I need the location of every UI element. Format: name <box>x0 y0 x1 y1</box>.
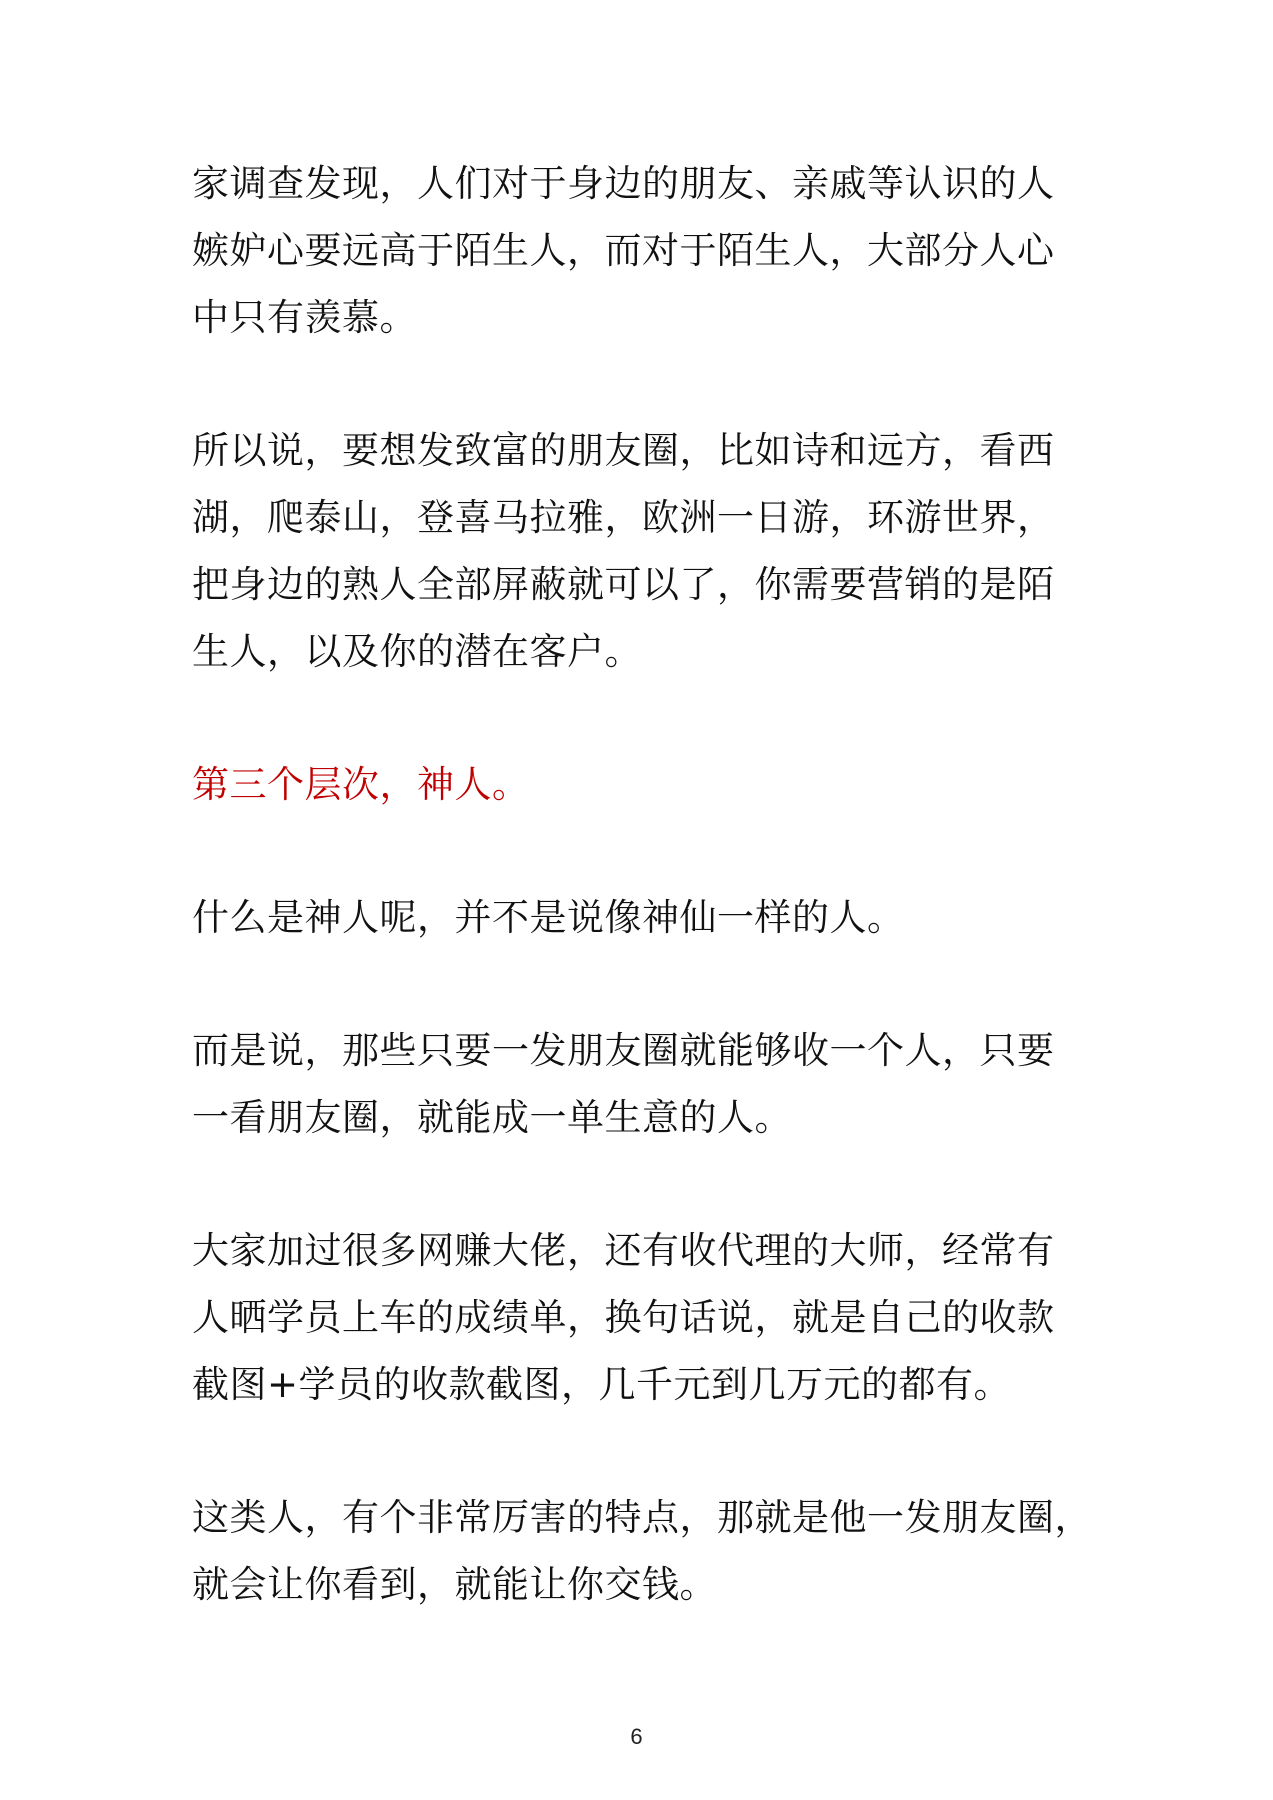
paragraph-gap <box>192 1151 1092 1217</box>
paragraph-line: 一看朋友圈，就能成一单生意的人。 <box>192 1096 792 1139</box>
section-heading <box>192 751 1092 818</box>
paragraph-line: 嫉妒心要远高于陌生人，而对于陌生人，大部分人心 <box>192 229 1055 272</box>
page-content <box>192 150 1092 1618</box>
paragraph-line: 大家加过很多网赚大佬，还有收代理的大师，经常有 <box>192 1229 1055 1272</box>
paragraph-line: 人晒学员上车的成绩单，换句话说，就是自己的收款 <box>192 1296 1055 1339</box>
paragraph-conclusion <box>192 1484 1092 1618</box>
paragraph-line: 湖，爬泰山，登喜马拉雅，欧洲一日游，环游世界， <box>192 496 1055 539</box>
paragraph-line: 所以说，要想发致富的朋友圈，比如诗和远方，看西 <box>192 429 1055 472</box>
paragraph-line: 就会让你看到，就能让你交钱。 <box>192 1563 717 1606</box>
paragraph-examples <box>192 1217 1092 1418</box>
paragraph-gap <box>192 685 1092 751</box>
paragraph-definition <box>192 884 1092 951</box>
paragraph-line: 截图+学员的收款截图，几千元到几万元的都有。 <box>192 1363 1012 1406</box>
paragraph-line: 家调查发现，人们对于身边的朋友、亲戚等认识的人 <box>192 162 1055 205</box>
paragraph-line: 把身边的熟人全部屏蔽就可以了，你需要营销的是陌 <box>192 563 1055 606</box>
section-heading-text: 第三个层次，神人。 <box>192 763 530 806</box>
paragraph-line: 而是说，那些只要一发朋友圈就能够收一个人，只要 <box>192 1029 1055 1072</box>
paragraph-line: 生人，以及你的潜在客户。 <box>192 630 642 673</box>
paragraph-line: 什么是神人呢，并不是说像神仙一样的人。 <box>192 896 905 939</box>
paragraph-explanation <box>192 1017 1092 1151</box>
paragraph-gap <box>192 351 1092 417</box>
paragraph-envy-research <box>192 150 1092 351</box>
paragraph-gap <box>192 818 1092 884</box>
paragraph-gap <box>192 951 1092 1017</box>
paragraph-gap <box>192 1418 1092 1484</box>
paragraph-line: 这类人，有个非常厉害的特点，那就是他一发朋友圈， <box>192 1496 1092 1539</box>
page-number: 6 <box>630 1724 643 1749</box>
paragraph-moments-strategy <box>192 417 1092 685</box>
paragraph-line: 中只有羡慕。 <box>192 296 417 339</box>
